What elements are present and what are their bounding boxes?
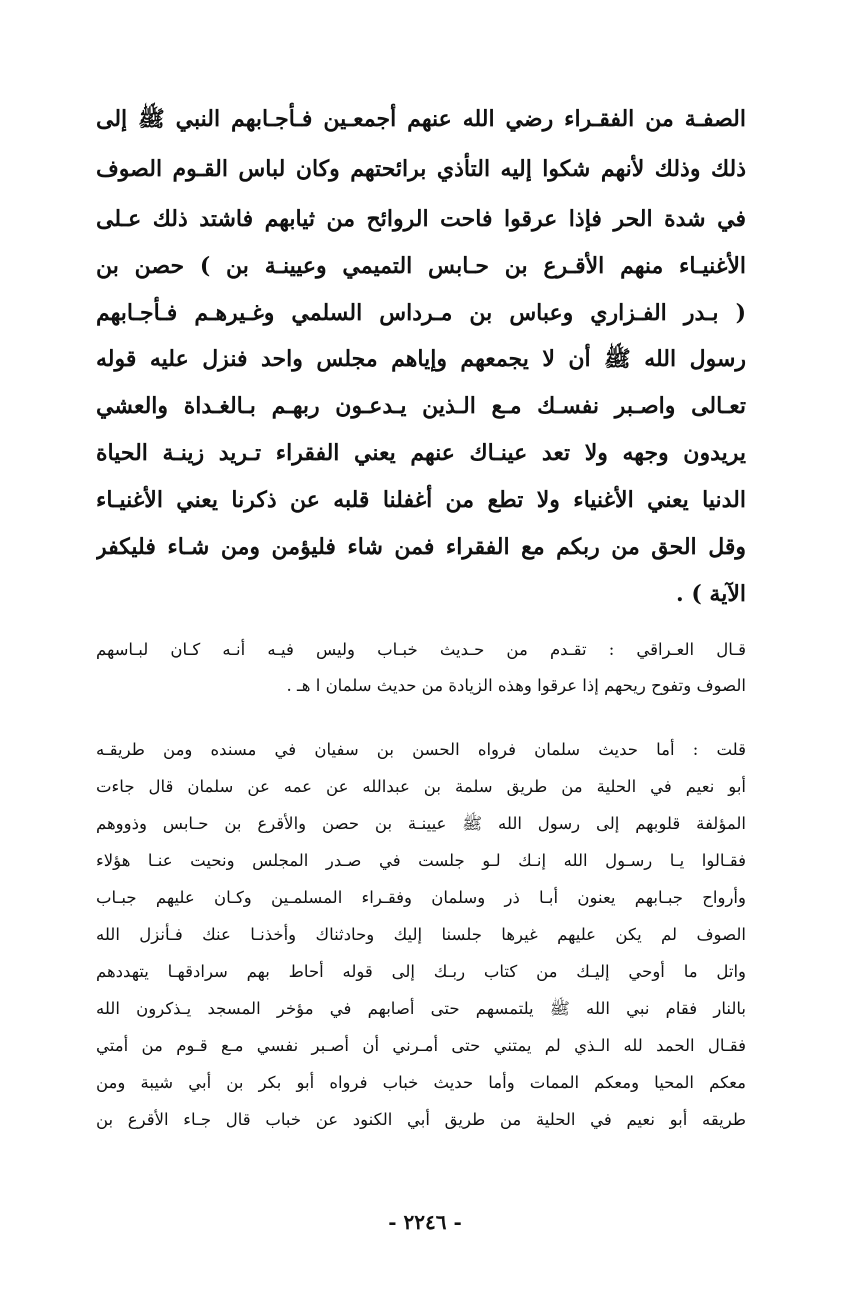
main-line: في شدة الحر فإذا عرقوا فاحت الروائح من ثيابهم فاشتد ذلك عـلى — [96, 206, 746, 232]
main-line: تعـالى واصـبر نفسـك مـع الـذين يـدعـون ربهـم بـالغـداة والعشي — [96, 393, 746, 419]
main-line: الأغنيـاء منهم الأقـرع بن حـابس التميمي وعيينـة بن ) حصن بن — [96, 253, 746, 279]
comment-line: المؤلفة قلوبهم إلى رسول الله ﷺ عيينـة بن حصن والأقرع بن حـابس وذووهم — [96, 814, 746, 833]
comment-line: فقـال الحمد لله الـذي لم يمتني حتى أمـرني أن أصـبر نفسي مـع قـوم من أمتي — [96, 1036, 746, 1055]
main-line: يريدون وجهه ولا تعد عينـاك عنهم يعني الفقراء تـريد زينـة الحياة — [96, 440, 746, 466]
comment-line: وأرواح جبـابهم يعنون أبـا ذر وسلمان وفقـراء المسلمـين وكـان عليهم جبـاب — [96, 888, 746, 907]
comment-line: طريقه أبو نعيم في الحلية من طريق أبي الكنود عن خباب قال جـاء الأقرع بن — [96, 1110, 746, 1129]
main-line: الصفـة من الفقـراء رضي الله عنهم أجمعـين فـأجـابهم النبي ﷺ إلى — [96, 106, 746, 132]
comment-line: واتل ما أوحي إليـك من كتاب ربـك إلى قوله أحاط بهم سرادقهـا يتهددهم — [96, 962, 746, 981]
main-line: وقل الحق من ربكم مع الفقراء فمن شاء فليؤمن ومن شـاء فليكفر — [96, 534, 746, 560]
main-line: الدنيا يعني الأغنياء ولا تطع من أغفلنا قلبه عن ذكرنا يعني الأغنيـاء — [96, 487, 746, 513]
page-number: - ٢٢٤٦ - — [388, 1210, 462, 1234]
main-line: ( بـدر الفـزاري وعباس بن مـرداس السلمي وغـيرهـم فـأجـابهم — [96, 300, 746, 326]
note-line: الصوف وتفوح ريحهم إذا عرقوا وهذه الزيادة من حديث سلمان ا هـ . — [286, 676, 746, 695]
comment-line: أبو نعيم في الحلية من طريق سلمة بن عبدالله عن عمه عن سلمان قال جاءت — [96, 777, 746, 796]
comment-line: بالنار فقام نبي الله ﷺ يلتمسهم حتى أصابهم في مؤخر المسجد يـذكرون الله — [96, 999, 746, 1018]
note-line: قـال العـراقي : تقـدم من حـديث خبـاب وليس فيـه أنـه كـان لبـاسهم — [96, 640, 746, 659]
comment-line: الصوف لم يكن عليهم غيرها جلسنا إليك وحادثناك وأخذنـا عنك فـأنزل الله — [96, 925, 746, 944]
comment-line: فقـالوا يـا رسـول الله إنـك لـو جلست في صـدر المجلس ونحيت عنـا هؤلاء — [96, 851, 746, 870]
comment-line: قلت : أما حديث سلمان فرواه الحسن بن سفيان في مسنده ومن طريقـه — [96, 740, 746, 759]
main-line: رسول الله ﷺ أن لا يجمعهم وإياهم مجلس واحد فنزل عليه قوله — [96, 346, 746, 372]
main-line: ذلك وذلك لأنهم شكوا إليه التأذي برائحتهم وكان لباس القـوم الصوف — [96, 156, 746, 182]
main-line: الآية ) . — [676, 581, 746, 607]
comment-line: معكم المحيا ومعكم الممات وأما حديث خباب فرواه أبو بكر بن أبي شيبة ومن — [96, 1073, 746, 1092]
